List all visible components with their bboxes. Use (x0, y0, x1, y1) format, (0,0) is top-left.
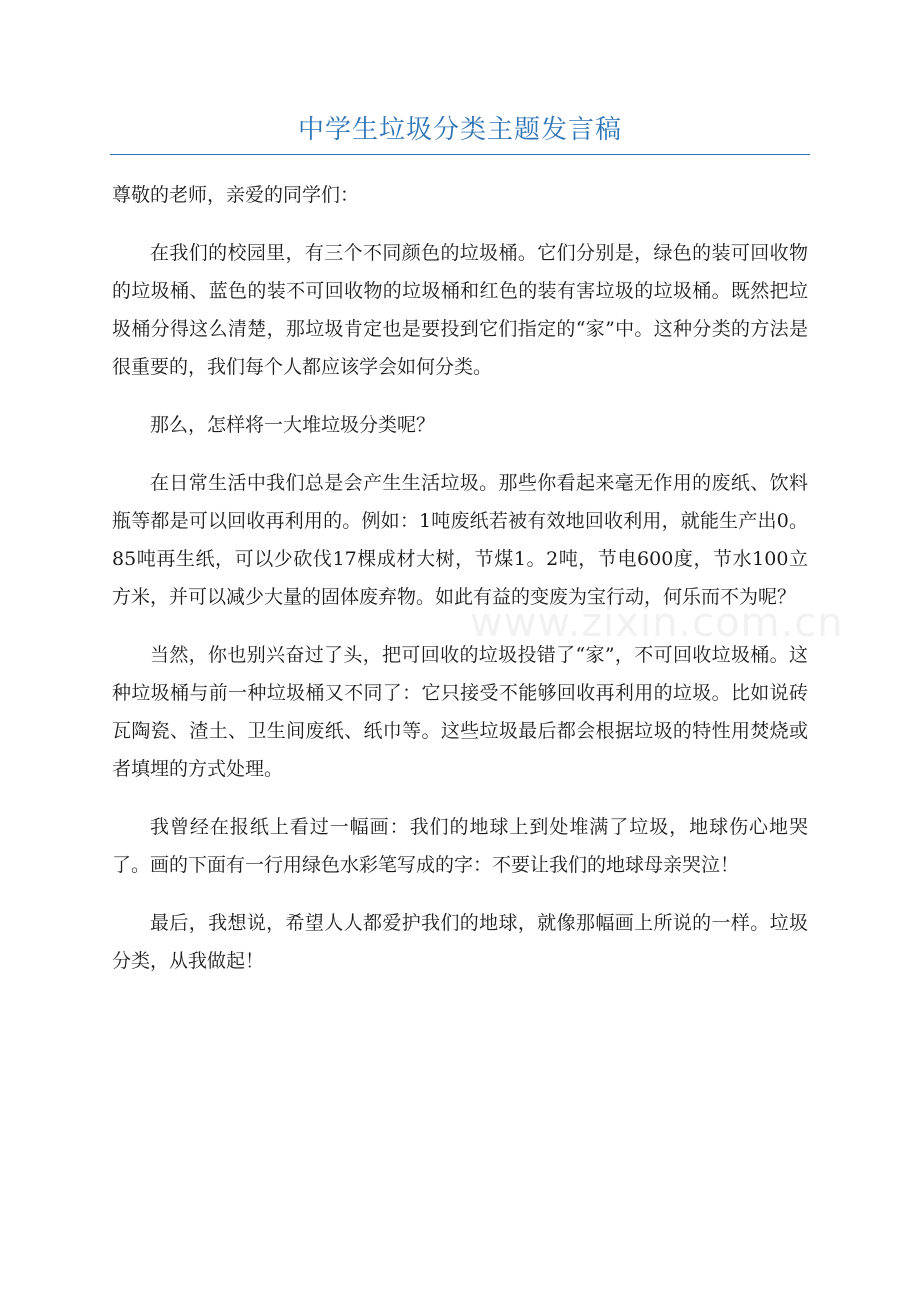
document-title: 中学生垃圾分类主题发言稿 (297, 115, 622, 145)
title-underline (110, 154, 810, 155)
document-body (112, 176, 808, 1000)
paragraph-1: 在我们的校园里，有三个不同颜色的垃圾桶。它们分别是，绿色的装可回收物的垃圾桶、蓝色的装不可回收物的垃圾桶和红色的装有害垃圾的垃圾桶。既然把垃圾桶分得这么清楚，那垃圾肯定也是要投到它们指定的“家”中。这种分类的方法是很重要的，我们每个人都应该学会如何分类。 (112, 242, 808, 378)
paragraph-4: 当然，你也别兴奋过了头，把可回收的垃圾投错了“家”，不可回收垃圾桶。这种垃圾桶与前一种垃圾桶又不同了：它只接受不能够回收再利用的垃圾。比如说砖瓦陶瓷、渣土、卫生间废纸、纸巾等。这些垃圾最后都会根据垃圾的特性用焚烧或者填埋的方式处理。 (112, 644, 808, 780)
paragraph-5: 我曾经在报纸上看过一幅画：我们的地球上到处堆满了垃圾，地球伤心地哭了。画的下面有一行用绿色水彩笔写成的字：不要让我们的地球母亲哭泣！ (112, 816, 808, 876)
greeting-line: 尊敬的老师，亲爱的同学们： (112, 184, 360, 206)
watermark: www.zixin.com.cn (470, 600, 844, 646)
paragraph-2: 那么，怎样将一大堆垃圾分类呢？ (150, 414, 436, 436)
paragraph-6: 最后，我想说，希望人人都爱护我们的地球，就像那幅画上所说的一样。垃圾分类，从我做起！ (112, 912, 808, 972)
paragraph-3: 在日常生活中我们总是会产生生活垃圾。那些你看起来毫无作用的废纸、饮料瓶等都是可以回收再利用的。例如：1吨废纸若被有效地回收利用，就能生产出0。85吨再生纸，可以少砍伐17棵成材大树，节煤1。2吨，节电600度，节水100立方米，并可以减少大量的固体废弃物。如此有益的变废为宝行动，何乐而不为呢？ (112, 472, 808, 608)
